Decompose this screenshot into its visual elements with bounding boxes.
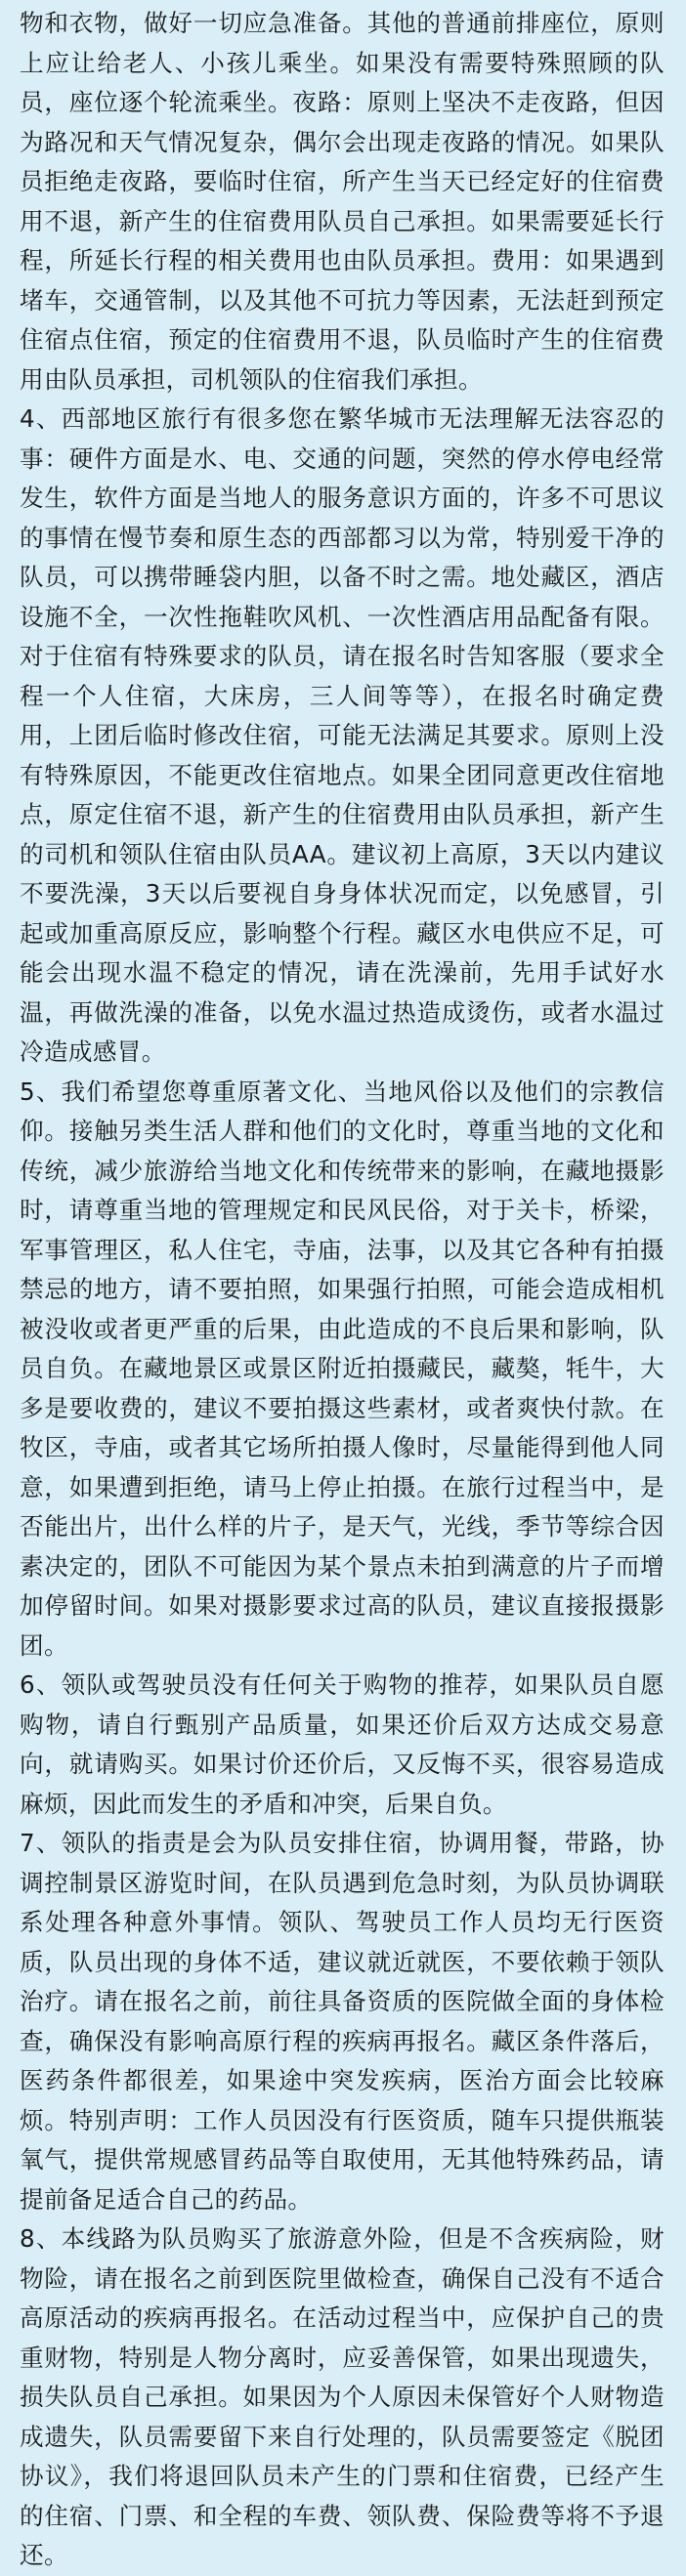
notice-document [20, 4, 665, 2576]
paragraph-item-7-leader-duties: 7、领队的指责是会为队员安排住宿，协调用餐，带路，协调控制景区游览时间，在队员遇到危急时刻，为队员协调联系处理各种意外事情。领队、驾驶员工作人员均无行医资质，队员出现的身体不适，建议就近就医，不要依赖于领队治疗。请在报名之前，前往具备资质的医院做全面的身体检查，确保没有影响高原行程的疾病再报名。藏区条件落后，医药条件都很差，如果途中突发疾病，医治方面会比较麻烦。特别声明：工作人员因没有行医资质，随车只提供瓶装氧气，提供常规感冒药品等自取使用，无其他特殊药品，请提前备足适合自己的药品。 [20, 1829, 665, 2214]
paragraph-item-5-local-culture: 5、我们希望您尊重原著文化、当地风俗以及他们的宗教信仰。接触另类生活人群和他们的文化时，尊重当地的文化和传统，减少旅游给当地文化和传统带来的影响，在藏地摄影时，请尊重当地的管理规定和民风民俗，对于关卡，桥梁，军事管理区，私人住宅，寺庙，法事，以及其它各种有拍摄禁忌的地方，请不要拍照，如果强行拍照，可能会造成相机被没收或者更严重的后果，由此造成的不良后果和影响，队员自负。在藏地景区或景区附近拍摄藏民，藏獒，牦牛，大多是要收费的，建议不要拍摄这些素材，或者爽快付款。在牧区，寺庙，或者其它场所拍摄人像时，尽量能得到他人同意，如果遭到拒绝，请马上停止拍摄。在旅行过程当中，是否能出片，出什么样的片子，是天气，光线，季节等综合因素决定的，团队不可能因为某个景点未拍到满意的片子而增加停留时间。如果对摄影要求过高的队员，建议直接报摄影团。 [20, 1077, 665, 1660]
paragraph-accommodation-and-seating: 物和衣物，做好一切应急准备。其他的普通前排座位，原则上应让给老人、小孩儿乘坐。如果没有需要特殊照顾的队员，座位逐个轮流乘坐。夜路：原则上坚决不走夜路，但因为路况和天气情况复杂，偶尔会出现走夜路的情况。如果队员拒绝走夜路，要临时住宿，所产生当天已经定好的住宿费用不退，新产生的住宿费用队员自己承担。如果需要延长行程，所延长行程的相关费用也由队员承担。费用：如果遇到堵车，交通管制，以及其他不可抗力等因素，无法赶到预定住宿点住宿，预定的住宿费用不退，队员临时产生的住宿费用由队员承担，司机领队的住宿我们承担。 [20, 9, 665, 394]
paragraph-item-6-shopping: 6、领队或驾驶员没有任何关于购物的推荐，如果队员自愿购物，请自行甄别产品质量，如果还价后双方达成交易意向，就请购买。如果讨价还价后，又反悔不买，很容易造成麻烦，因此而发生的矛盾和冲突，后果自负。 [20, 1670, 665, 1818]
paragraph-item-4-western-region: 4、西部地区旅行有很多您在繁华城市无法理解无法容忍的事：硬件方面是水、电、交通的问题，突然的停水停电经常发生，软件方面是当地人的服务意识方面的，许多不可思议的事情在慢节奏和原生态的西部都习以为常，特别爱干净的队员，可以携带睡袋内胆，以备不时之需。地处藏区，酒店设施不全，一次性拖鞋吹风机、一次性酒店用品配备有限。对于住宿有特殊要求的队员，请在报名时告知客服（要求全程一个人住宿，大床房，三人间等等），在报名时确定费用，上团后临时修改住宿，可能无法满足其要求。原则上没有特殊原因，不能更改住宿地点。如果全团同意更改住宿地点，原定住宿不退，新产生的住宿费用由队员承担，新产生的司机和领队住宿由队员AA。建议初上高原，3天以内建议不要洗澡，3天以后要视自身身体状况而定，以免感冒，引起或加重高原反应，影响整个行程。藏区水电供应不足，可能会出现水温不稳定的情况，请在洗澡前，先用手试好水温，再做洗澡的准备，以免水温过热造成烫伤，或者水温过冷造成感冒。 [20, 404, 665, 1066]
paragraph-item-8-insurance: 8、本线路为队员购买了旅游意外险，但是不含疾病险，财物险，请在报名之前到医院里做检查，确保自己没有不适合高原活动的疾病再报名。在活动过程当中，应保护自己的贵重财物，特别是人物分离时，应妥善保管，如果出现遗失，损失队员自己承担。如果因为个人原因未保管好个人财物造成遗失，队员需要留下来自行处理的，队员需要签定《脱团协议》，我们将退回队员未产生的门票和住宿费，已经产生的住宿、门票、和全程的车费、领队费、保险费等将不予退还。 [20, 2224, 665, 2569]
